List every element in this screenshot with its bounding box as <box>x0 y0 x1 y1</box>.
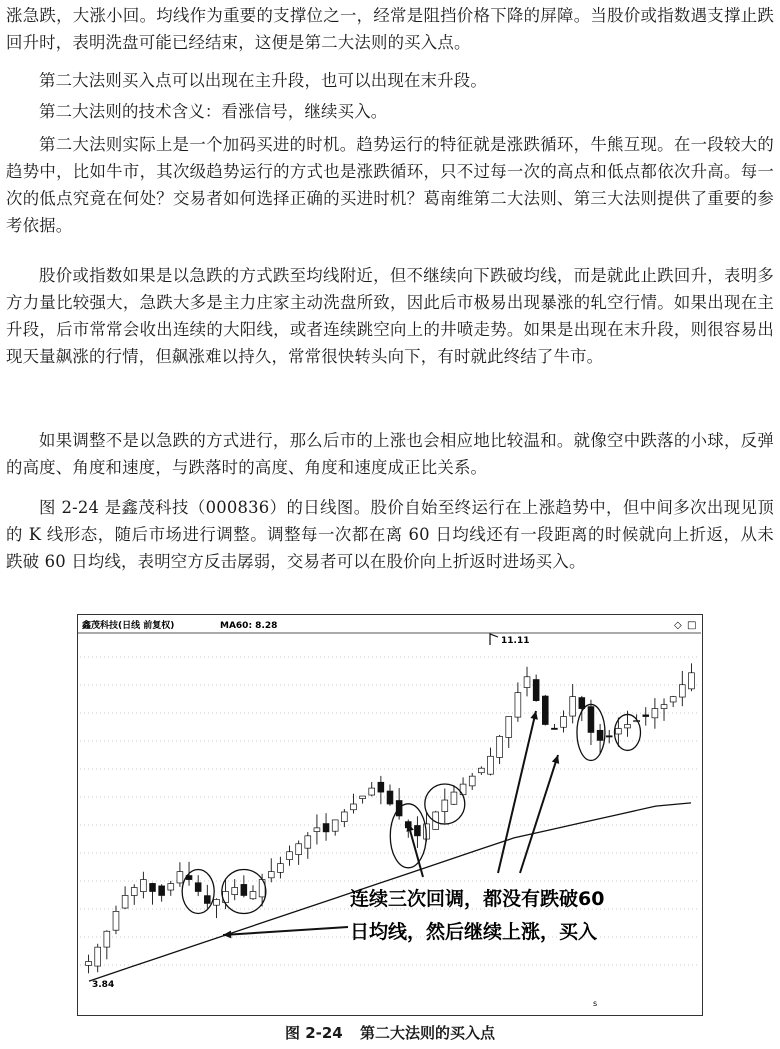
candle-body <box>296 844 302 855</box>
low-price-label: 3.84 <box>92 980 115 990</box>
highlight-circles <box>182 704 640 913</box>
candle-body <box>95 947 101 966</box>
caption-number: 图 2-24 <box>284 1024 343 1042</box>
candle-body <box>159 886 165 896</box>
candle-body <box>524 677 530 688</box>
candle-body <box>378 782 384 792</box>
candle-body <box>597 730 603 740</box>
candle-body <box>579 698 585 709</box>
candle-body <box>323 824 329 832</box>
chart-svg <box>78 615 701 1014</box>
candle-body <box>488 756 494 774</box>
candle-body <box>588 707 594 733</box>
candle-body <box>369 788 375 795</box>
candle-body <box>104 931 110 947</box>
candle-body <box>250 891 256 898</box>
candle-body <box>533 680 539 701</box>
candle-body <box>606 736 612 737</box>
candle-body <box>625 724 631 727</box>
candle-body <box>542 696 548 724</box>
candle-body <box>168 884 174 890</box>
candle-body <box>643 715 649 717</box>
candle-body <box>195 883 201 892</box>
candle-body <box>515 693 521 717</box>
candle-body <box>670 697 676 702</box>
candle-body <box>122 895 128 908</box>
candle-body <box>305 836 311 848</box>
paragraph-1: 涨急跌，大涨小回。均线作为重要的支撑位之一，经常是阻挡价格下降的屏障。当股价或指数遇支撑止跌回升时，表明洗盘可能已经结束，这便是第二大法则的买入点。 <box>6 6 774 52</box>
chart-title: 鑫茂科技(日线 前复权) <box>82 621 175 631</box>
stock-chart <box>77 614 703 1016</box>
candle-body <box>214 899 220 905</box>
paragraph-3: 第二大法则的技术含义：看涨信号，继续买入。 <box>39 102 388 121</box>
candle-body <box>113 911 119 930</box>
candle-body <box>469 776 475 786</box>
candle-body <box>497 736 503 757</box>
arrow-head <box>530 711 537 720</box>
arrow-shaft <box>520 755 558 873</box>
high-price-marker <box>490 634 498 645</box>
diamond-icon: ◇ <box>674 620 682 631</box>
candle-body <box>177 872 183 883</box>
candle-body <box>277 864 283 873</box>
candle-body <box>341 812 347 822</box>
candle-body <box>241 884 247 895</box>
candle-body <box>204 896 210 904</box>
candle-body <box>287 852 293 860</box>
candle-body <box>506 717 512 738</box>
arrow-head <box>552 755 559 764</box>
candle-body <box>478 768 484 772</box>
high-price-label: 11.11 <box>501 636 530 646</box>
candle-body <box>442 800 448 811</box>
paragraph-7: 图 2-24 是鑫茂科技（000836）的日线图。股价自始至终运行在上涨趋势中，但中间多次出现见顶的 K 线形态，随后市场进行调整。调整每一次都在离 60 日均线还有一段距离的时候就向上折返，从未跌破 60 日均线，表明空方反击孱弱，交易者可以在股价向上折返时进场买入。 <box>6 498 774 571</box>
arrow-shaft <box>498 711 536 873</box>
caption-title: 第二大法则的买入点 <box>359 1024 495 1042</box>
ma60-label: MA60: 8.28 <box>220 621 278 631</box>
square-icon: □ <box>687 620 697 631</box>
candle-body <box>150 883 156 891</box>
candle-body <box>414 826 420 836</box>
candle-body <box>615 728 621 734</box>
candle-body <box>661 705 667 709</box>
gridlines <box>80 657 699 965</box>
candle-body <box>351 804 357 810</box>
paragraph-4: 第二大法则实际上是一个加码买进的时机。趋势运行的特征就是涨跌循环，牛熊互现。在一段较大的趋势中，比如牛市，其次级趋势运行的方式也是涨跌循环，只不过每一次的高点和低点都依次升高。每一次的低点究竟在何处？交易者如何选择正确的买进时机？葛南维第二大法则、第三大法则提供了重要的参考依据。 <box>6 135 774 235</box>
candle-body <box>551 728 557 729</box>
candle-body <box>679 685 685 697</box>
candle-body <box>387 791 393 804</box>
annotation-line-2: 日均线，然后继续上涨，买入 <box>350 921 598 943</box>
candle-body <box>561 717 567 728</box>
annotation-line-1: 连续三次回调，都没有跌破60 <box>350 888 605 910</box>
candle-body <box>232 888 238 895</box>
arrow-shaft <box>223 927 348 935</box>
paragraph-2: 第二大法则买入点可以出现在主升段，也可以出现在末升段。 <box>39 71 487 90</box>
candle-body <box>689 673 695 689</box>
candle-body <box>140 880 146 892</box>
candle-body <box>360 796 366 799</box>
candle-body <box>314 828 320 832</box>
candle-body <box>268 872 274 878</box>
candle-body <box>451 792 457 804</box>
paragraph-5: 股价或指数如果是以急跌的方式跌至均线附近，但不继续向下跌破均线，而是就此止跌回升，表明多方力量比较强大，急跌大多是主力庄家主动洗盘所致，因此后市极易出现暴涨的轧空行情。如果出现在主升段，后市常常会收出连续的大阳线，或者连续跳空向上的井喷走势。如果是出现在末升段，则很容易出现天量飙涨的行情，但飙涨难以持久，常常很快转头向下，有时就此终结了牛市。 <box>6 266 774 366</box>
paragraph-6: 如果调整不是以急跌的方式进行，那么后市的上涨也会相应地比较温和。就像空中跌落的小球，反弹的高度、角度和速度，与跌落时的高度、角度和速度成正比关系。 <box>6 431 774 477</box>
candle-body <box>652 709 658 718</box>
bottom-marker: s <box>593 999 598 1008</box>
candle-body <box>86 961 92 965</box>
candle-body <box>570 697 576 716</box>
candle-body <box>131 888 137 896</box>
figure-caption <box>0 1022 780 1043</box>
candle-body <box>332 820 338 831</box>
